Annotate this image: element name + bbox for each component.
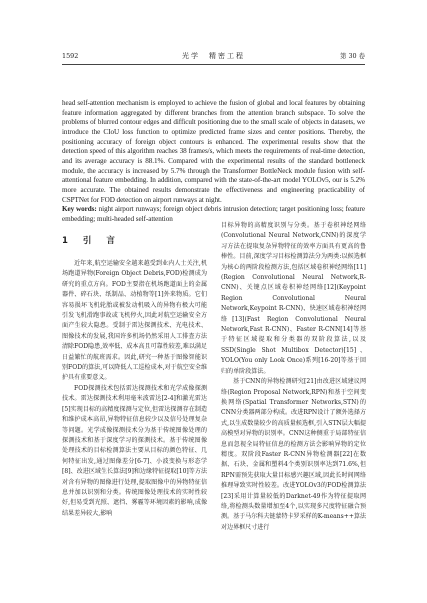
keywords-text: night airport runways; foreign object debris intrusion detection; target positioning loss; feature embedding; multi-headed self-attention <box>62 205 365 223</box>
volume-label: 第 30 卷 <box>340 52 365 60</box>
right-column <box>221 221 366 533</box>
keywords-label: Key words: <box>62 205 97 214</box>
left-column <box>62 221 207 519</box>
paragraph: FOD探测技术包括雷达探测技术和光学成像探测技术。雷达探测技术利用毫米波雷达[2-4]和激光雷达[5]实现目标的高精度探测与定位,但雷达探测存在制造和维护成本高昂,异物特征信息较少以及信号处理复杂等问题。光学成像探测技术分为基于传统图像处理的探测技术和基于深度学习的探测技术。基于传统图像处理技术的目标检测算法主要从目标的颜色特征、几何特征出发,通过图像差分[6-7]、小波变换与形态学[8]、改进区域生长算法[9]和边缘特征提取[10]等方法对含有异物的图像进行处理,提取图像中的异物特征信息并加以识别和分类。传统图像处理技术的实时性较好,但易受到光照、遮挡、雾霾等环境因素的影响,成像结果差异较大,影响 <box>62 384 207 517</box>
header-rule <box>62 64 365 65</box>
journal-title: 光学 精密工程 <box>182 52 245 60</box>
running-header <box>62 50 365 62</box>
section-heading: 1 引 言 <box>62 236 121 246</box>
page-number: 1592 <box>62 52 79 60</box>
abstract <box>62 99 365 225</box>
paragraph: 基于CNN的异物检测研究[21]由改进区域建议网络(Region Proposal Network,RPN)和基于空间变换网络(Spatial Transformer Networks,STN)的CNN分类器两部分构成。改进RPN设计了额外选择方式,以生成数量较少的高质量候选框,引入STN层大幅提高模型对异物的识别率。CNN这种侧重于局部特征信息而忽视全局特征信息的检测方法会影响异物的定位精度。双阶段Faster R-CNN异物检测器[22]在数据、石块、金属和塑料4个类别识别率达到71.6%,但RPN需预先获取大量目标感兴趣区域,因此长时间网络推理导致实时性较差。改进YOLOv3的FOD检测算法[23]采用计算量较低的Darknet-49作为特征提取网络,将检测头数量增加至4个,以实现多尺度特征融合预测。基于马尔科夫链蒙特卡罗采样的K-means++算法对边界框尺寸进行 <box>221 378 367 531</box>
paragraph: 近年来,航空运输安全越来越受到业内人士关注,机场跑道异物(Foreign Object Debris,FOD)检测成为研究的重点方向。FOD主要指在机场跑道面上的金属器件、碎石块、纸制品、动植物等[1]外来物质。它们容易损坏飞机轮胎或被发动机吸入的异物有极大可能引发飞机滑跑事故或飞机停火,因此对航空运输安全方面产生较大隐患。受制于雷达探测技术、光电技术、图像技术的发展,我国许多机场仍然采用人工排查方法清除FOD隐患,效率低、成本高且可靠性较差,难以满足日益繁忙的航班需求。因此,研究一种基于图像智能识别FOD的算法,可以降低人工巡检成本,对于航空安全维护具有重要意义。 <box>62 260 207 382</box>
abstract-text: head self-attention mechanism is employed to achieve the fusion of global and local features by obtaining feature information aggregated by different branches from the attention branch subspace. To solve the problems of blurred contour edges and difficult positioning due to the small scale of objects in datasets, we introduce the CIoU loss function to optimize predicted frame sizes and center positions. Thereby, the positioning accuracy of foreign object contours is enhanced. The experimental results show that the detection speed of this algorithm reaches 38 frames/s, which meets the requirements of real-time detection, and its average accuracy is 88.1%. Compared with the experimental results of the standard bottleneck module, the accuracy is increased by 5.7% through the Transformer BottleNeck module fusion with self-attentional feature embedding. In addition, compared with the state-of-the-art model YOLOv5, our is 5.2% more accurate. The obtained results demonstrate the effectiveness and engineering practicability of CSPTNet for FOD detection on airport runways at night. <box>62 99 365 204</box>
paragraph: 目标异物的高精度识别与分类。基于卷积神经网络(Convolutional Neural Network,CNN)的深度学习方法在提取复杂异物特征的效率方面具有更高的鲁棒性。目前,深度学习目标检测算法分为两类:以候选框为核心的两阶段检测方法,包括区域卷积神经网络[11](Region Convolutional Neural Network,R-CNN)、关键点区域卷积神经网络[12](Keypoint Region Convolutional Neural Network,Keypoint R-CNN)、快速区域卷积神经网络[13](Fast Region Convolutional Neural Network,Fast R-CNN)、Faster R-CNN[14]等基于特征区域提取和分类器的双阶段算法,以及SSD(Single Shot Multibox Detector)[15]、YOLO(You only Look Once)系列[16-20]等基于回归的单阶段算法。 <box>221 222 366 375</box>
